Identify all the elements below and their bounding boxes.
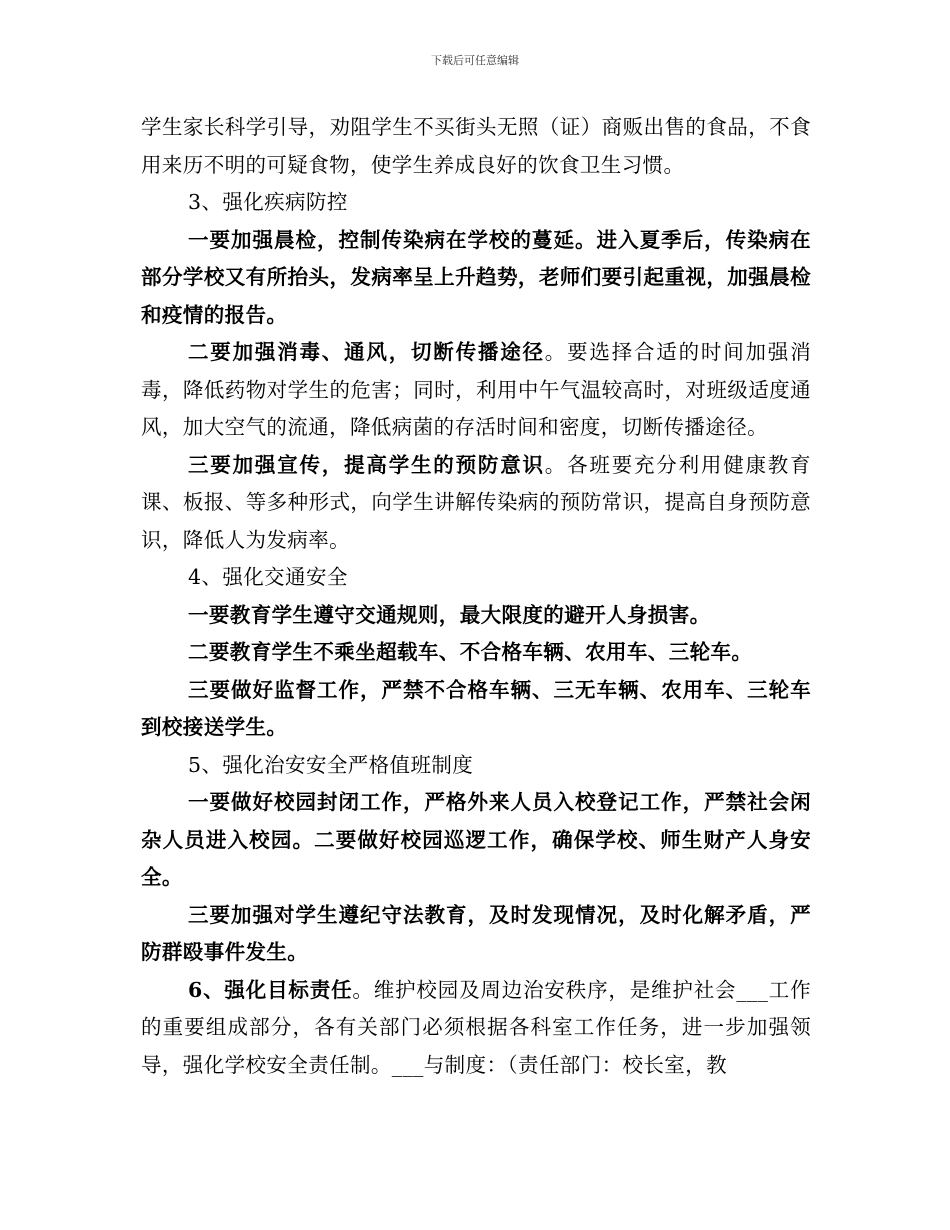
paragraph-publicity [141, 447, 811, 560]
publicity-body: 。各班要充分利用健康教育课、板报、等多种形式，向学生讲解传染病的预防常识，提高自身预防意识，降低人为发病率。 [141, 452, 811, 552]
paragraph-target-responsibility [141, 972, 811, 1085]
paragraph-food-guidance: 学生家长科学引导，劝阻学生不买街头无照（证）商贩出售的食品，不食用来历不明的可疑食物，使学生养成良好的饮食卫生习惯。 [141, 115, 811, 177]
paragraph-overloaded-vehicles: 二要教育学生不乘坐超载车、不合格车辆、农用车、三轮车。 [188, 640, 753, 664]
paragraph-morning-check: 一要加强晨检，控制传染病在学校的蔓延。进入夏季后，传染病在部分学校又有所抬头，发病率呈上升趋势，老师们要引起重视，加强晨检和疫情的报告。 [141, 227, 811, 327]
disinfection-lead: 二要加强消毒、通风，切断传播途径 [188, 340, 545, 364]
paragraph-law-education: 三要加强对学生遵纪守法教育，及时发现情况，及时化解矛盾，严防群殴事件发生。 [141, 902, 811, 964]
publicity-lead: 三要加强宣传，提高学生的预防意识 [188, 452, 545, 477]
section-heading-disease-control: 3、强化疾病防控 [188, 190, 348, 214]
disinfection-body: 。要选择合适的时间加强消毒，降低药物对学生的危害；同时，利用中午气温较高时，对班级适度通风，加大空气的流通，降低病菌的存活时间和密度，切断传播途径。 [141, 340, 811, 439]
target-responsibility-body: 。维护校园及周边治安秩序，是维护社会___工作的重要组成部分，各有关部门必须根据各科室工作任务，进一步加强领导，强化学校安全责任制。___与制度：（责任部门：校长室，教 [141, 977, 811, 1077]
paragraph-supervision: 三要做好监督工作，严禁不合格车辆、三无车辆、农用车、三轮车到校接送学生。 [141, 677, 811, 739]
document-body [141, 109, 811, 1084]
page-header: 下载后可任意编辑 [431, 54, 519, 67]
paragraph-traffic-rules: 一要教育学生遵守交通规则，最大限度的避开人身损害。 [188, 602, 711, 627]
paragraph-disinfection [141, 334, 811, 447]
target-responsibility-lead: 6、强化目标责任 [188, 977, 353, 1002]
section-heading-public-security: 5、强化治安安全严格值班制度 [188, 752, 474, 777]
section-heading-traffic-safety: 4、强化交通安全 [188, 565, 348, 589]
paragraph-campus-closure: 一要做好校园封闭工作，严格外来人员入校登记工作，严禁社会闲杂人员进入校园。二要做好校园巡逻工作，确保学校、师生财产人身安全。 [141, 790, 811, 889]
